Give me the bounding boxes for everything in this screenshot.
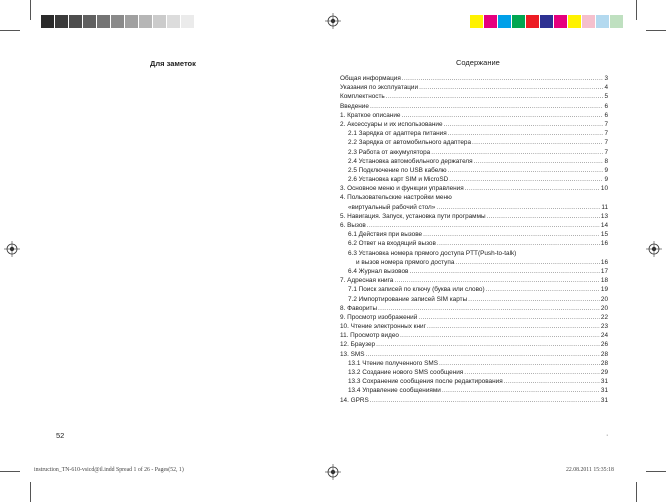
color-swatch: [512, 15, 525, 28]
toc-entry-title: 1. Краткое описание: [340, 111, 401, 119]
toc-entry: [340, 340, 608, 349]
toc-entry: [340, 193, 608, 202]
toc-leader-dots: [448, 166, 604, 175]
color-swatch: [540, 15, 553, 28]
color-swatch: [41, 15, 54, 28]
toc-entry-title: 13.3 Сохранение сообщения после редактирования: [348, 378, 503, 386]
toc-leader-dots: [465, 184, 600, 193]
toc-entry: [340, 386, 608, 395]
toc-entry-page: 22: [600, 313, 608, 321]
color-swatch: [526, 15, 539, 28]
toc-entry-page: 24: [600, 332, 608, 340]
toc-leader-dots: [386, 92, 604, 101]
toc-entry-page: 9: [604, 166, 608, 174]
toc-leader-dots: [370, 396, 600, 405]
toc-entry: [340, 212, 608, 221]
toc-leader-dots: [419, 83, 603, 92]
toc-entry: [340, 276, 608, 285]
crop-mark: [0, 30, 20, 31]
toc-entry-page: 23: [600, 323, 608, 331]
toc-leader-dots: [449, 175, 603, 184]
toc-leader-dots: [472, 138, 603, 147]
toc-entry-page: 13: [600, 212, 608, 220]
toc-entry: [340, 331, 608, 340]
toc-entry-title: 2. Аксессуары и их использование: [340, 120, 443, 128]
toc-entry: [340, 295, 608, 304]
color-swatch: [111, 15, 124, 28]
slug-timestamp: 22.08.2011 15:35:18: [566, 467, 614, 473]
toc-entry: [340, 304, 608, 313]
color-swatch: [139, 15, 152, 28]
toc-entry-page: 17: [600, 267, 608, 275]
toc-leader-dots: [439, 359, 600, 368]
toc-entry-title: 4. Пользовательские настройки меню: [340, 194, 452, 202]
crop-mark: [646, 471, 666, 472]
toc-entry-title: 6. Вызов: [340, 222, 366, 229]
grayscale-color-bar: [41, 15, 195, 28]
toc-entry-page: 6: [604, 111, 608, 119]
toc-entry-title: Указания по эксплуатации: [340, 84, 419, 92]
toc-leader-dots: [370, 102, 604, 111]
color-swatch: [610, 15, 623, 28]
toc-entry: [340, 166, 608, 175]
toc-entry-title: 13.4 Управление сообщениями: [348, 387, 441, 395]
toc-entry-title: 7.1 Поиск записей по ключу (буква или слово): [348, 286, 485, 294]
toc-entry-page: 29: [600, 369, 608, 376]
toc-entry: [340, 129, 608, 138]
toc-leader-dots: [401, 111, 603, 120]
toc-entry-title: 2.4 Установка автомобильного держателя: [348, 157, 473, 165]
toc-entry-page: 7: [604, 130, 608, 138]
toc-entry-title: 2.2 Зарядка от автомобильного адаптера: [348, 139, 472, 147]
toc-entry: [340, 92, 608, 101]
toc-entry: [340, 184, 608, 193]
toc-entry-page: 31: [600, 396, 608, 404]
notes-heading: Для заметок: [150, 59, 196, 68]
color-swatch: [83, 15, 96, 28]
toc-entry-title: 6.4 Журнал вызовов: [348, 267, 409, 275]
toc-entry: [340, 368, 608, 377]
color-swatch: [167, 15, 180, 28]
page-number: 52: [56, 431, 65, 440]
toc-entry-page: 20: [600, 304, 608, 312]
toc-leader-dots: [423, 230, 600, 239]
toc-entry-page: 6: [604, 102, 608, 110]
toc-entry-title: 6.3 Установка номера прямого доступа PTT(Push-to-talk): [348, 249, 517, 257]
toc-leader-dots: [378, 304, 600, 313]
crop-mark: [30, 0, 31, 20]
crop-mark: [0, 471, 20, 472]
toc-entry: [340, 230, 608, 239]
toc-entry-page: 5: [604, 93, 608, 101]
toc-entry: [340, 120, 608, 129]
toc-entry: [340, 377, 608, 386]
toc-entry-title: 2.1 Зарядка от адаптера питания: [348, 130, 447, 138]
toc-entry-page: 10: [600, 185, 608, 193]
toc-leader-dots: [436, 203, 600, 212]
color-swatch: [55, 15, 68, 28]
crop-mark: [636, 482, 637, 502]
toc-entry-page: 9: [604, 176, 608, 184]
toc-entry: [340, 285, 608, 294]
toc-entry-title: 11. Просмотр видео: [340, 332, 399, 340]
toc-entry: [340, 83, 608, 92]
toc-leader-dots: [400, 331, 600, 340]
toc-entry-title: 13.2 Создание нового SMS сообщения: [348, 369, 464, 376]
toc-leader-dots: [409, 267, 599, 276]
toc-leader-dots: [504, 377, 600, 386]
toc-entry-page: 19: [600, 286, 608, 294]
toc-entry-page: 28: [600, 350, 608, 358]
toc-entry-title: Общая информация: [340, 75, 401, 82]
toc-entry-title: 3. Основное меню и функции управления: [340, 185, 464, 193]
color-swatch: [568, 15, 581, 28]
toc-entry-title: 7.2 Импортирование записей SIM карты: [348, 295, 468, 303]
color-swatch: [554, 15, 567, 28]
toc-entry-title: и вызов номера прямого доступа: [356, 258, 455, 266]
toc-entry-page: 3: [604, 75, 608, 82]
toc-entry-title: 10. Чтение электронных книг: [340, 323, 426, 331]
color-swatch: [596, 15, 609, 28]
toc-leader-dots: [402, 74, 604, 83]
toc-leader-dots: [394, 276, 600, 285]
registration-mark-icon: [325, 464, 341, 480]
toc-leader-dots: [486, 285, 600, 294]
toc-entry: [340, 102, 608, 111]
toc-entry-title: 8. Фавориты: [340, 304, 378, 312]
toc-entry-title: 5. Навигация. Запуск, установка пути программы: [340, 212, 486, 220]
color-swatch: [470, 15, 483, 28]
toc-leader-dots: [427, 322, 600, 331]
toc-entry: [340, 322, 608, 331]
toc-entry-title: 13. SMS: [340, 350, 365, 358]
color-swatch: [498, 15, 511, 28]
toc-entry-page: 14: [600, 222, 608, 229]
toc-entry: [340, 239, 608, 248]
toc-entry-title: 13.1 Чтение полученного SMS: [348, 359, 438, 367]
toc-leader-dots: [474, 157, 604, 166]
toc-leader-dots: [455, 258, 600, 267]
toc-leader-dots: [448, 129, 604, 138]
crop-mark: [636, 0, 637, 20]
color-swatch: [582, 15, 595, 28]
toc-entry-page: 7: [604, 148, 608, 156]
toc-entry-page: 28: [600, 359, 608, 367]
toc-entry-title: 9. Просмотр изображений: [340, 313, 418, 321]
toc-leader-dots: [437, 239, 600, 248]
toc-entry-page: 7: [604, 120, 608, 128]
toc-entry: [340, 396, 608, 405]
toc-entry: [340, 249, 608, 258]
toc-entry-page: 31: [600, 378, 608, 386]
toc-entry-title: 2.3 Работа от аккумулятора: [348, 148, 431, 156]
page-mark: ·: [606, 432, 609, 439]
toc-entry-page: 4: [604, 84, 608, 92]
cmyk-color-bar: [470, 15, 624, 28]
toc-entry-title: Введение: [340, 102, 369, 110]
toc-entry: [340, 221, 608, 230]
contents-heading: Содержание: [456, 58, 500, 67]
toc-entry: [340, 313, 608, 322]
toc-entry-page: 15: [600, 231, 608, 239]
color-swatch: [181, 15, 194, 28]
toc-leader-dots: [468, 295, 600, 304]
color-swatch: [97, 15, 110, 28]
toc-leader-dots: [367, 221, 600, 230]
toc-entry-page: 26: [600, 341, 608, 349]
toc-entry: [340, 74, 608, 83]
toc-entry-page: 7: [604, 139, 608, 147]
toc-entry: [340, 111, 608, 120]
toc-entry-page: 16: [600, 240, 608, 248]
toc-entry-page: 11: [601, 203, 608, 211]
toc-leader-dots: [487, 212, 600, 221]
crop-mark: [646, 30, 666, 31]
toc-entry: [340, 203, 608, 212]
toc-leader-dots: [444, 120, 604, 129]
toc-entry: [340, 258, 608, 267]
toc-leader-dots: [366, 350, 600, 359]
color-swatch: [69, 15, 82, 28]
toc-entry-page: 16: [600, 258, 608, 266]
toc-entry: [340, 350, 608, 359]
toc-entry-title: 6.2 Ответ на входящий вызов: [348, 240, 436, 248]
toc-leader-dots: [442, 386, 600, 395]
toc-entry: [340, 138, 608, 147]
toc-entry-page: 31: [600, 387, 608, 395]
toc-entry: [340, 267, 608, 276]
registration-mark-icon: [4, 241, 20, 257]
toc-entry-page: 8: [604, 157, 608, 165]
color-swatch: [484, 15, 497, 28]
registration-mark-icon: [325, 13, 341, 29]
color-swatch: [153, 15, 166, 28]
toc-entry-title: 7. Адресная книга: [340, 277, 394, 285]
registration-mark-icon: [646, 241, 662, 257]
toc-leader-dots: [376, 340, 600, 349]
toc-leader-dots: [431, 148, 603, 157]
toc-leader-dots: [418, 313, 600, 322]
toc-entry-title: «виртуальный рабочий стол»: [348, 203, 436, 211]
toc-entry-title: Комплектность: [340, 93, 385, 101]
table-of-contents: [340, 74, 608, 405]
color-swatch: [125, 15, 138, 28]
toc-entry-title: 6.1 Действия при вызове: [348, 231, 423, 239]
toc-entry-page: 20: [600, 295, 608, 303]
crop-mark: [30, 482, 31, 502]
slug-file-info: instruction_TN-610-vsicd@il.indd Spread 1 of 26 - Pages(52, 1): [34, 467, 184, 473]
toc-entry: [340, 157, 608, 166]
toc-entry: [340, 148, 608, 157]
toc-entry: [340, 359, 608, 368]
toc-entry-title: 2.6 Установка карт SIM и MicroSD: [348, 176, 449, 184]
toc-entry-title: 14. GPRS: [340, 396, 369, 404]
toc-entry-title: 2.5 Подключение по USB кабелю: [348, 166, 447, 174]
toc-entry-page: 18: [600, 277, 608, 285]
toc-entry-title: 12. Браузер: [340, 341, 376, 349]
toc-leader-dots: [464, 368, 600, 377]
toc-entry: [340, 175, 608, 184]
